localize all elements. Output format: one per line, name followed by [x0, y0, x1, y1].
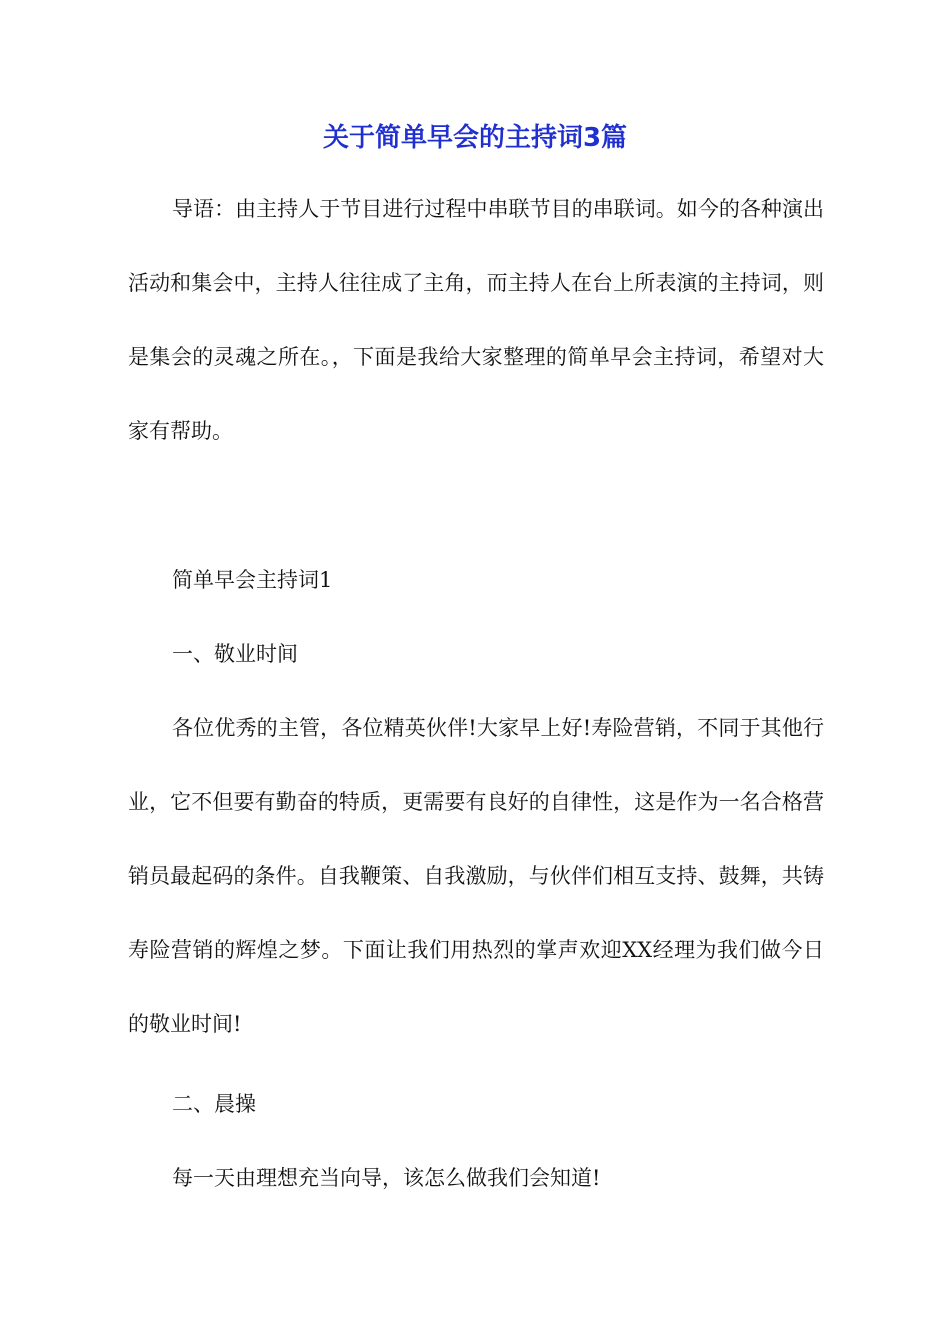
intro-paragraph: 导语：由主持人于节目进行过程中串联节目的串联词。如今的各种演出活动和集会中，主持人往往成了主角，而主持人在台上所表演的主持词，则是集会的灵魂之所在。，下面是我给大家整理的简单早会主持词，希望对大家有帮助。: [128, 197, 824, 443]
part2-body-paragraph: 每一天由理想充当向导，该怎么做我们会知道!: [172, 1166, 601, 1190]
document-title: 关于简单早会的主持词3篇: [322, 123, 628, 153]
section-title: 简单早会主持词1: [172, 568, 333, 592]
part1-body-paragraph: 各位优秀的主管，各位精英伙伴!大家早上好!寿险营销，不同于其他行业，它不但要有勤奋的特质，更需要有良好的自律性，这是作为一名合格营销员最起码的条件。自我鞭策、自我激励，与伙伴们相互支持、鼓舞，共铸寿险营销的辉煌之梦。下面让我们用热烈的掌声欢迎XX经理为我们做今日的敬业时间!: [128, 716, 824, 1036]
part1-heading: 一、敬业时间: [172, 642, 298, 666]
part2-heading: 二、晨操: [172, 1092, 256, 1116]
